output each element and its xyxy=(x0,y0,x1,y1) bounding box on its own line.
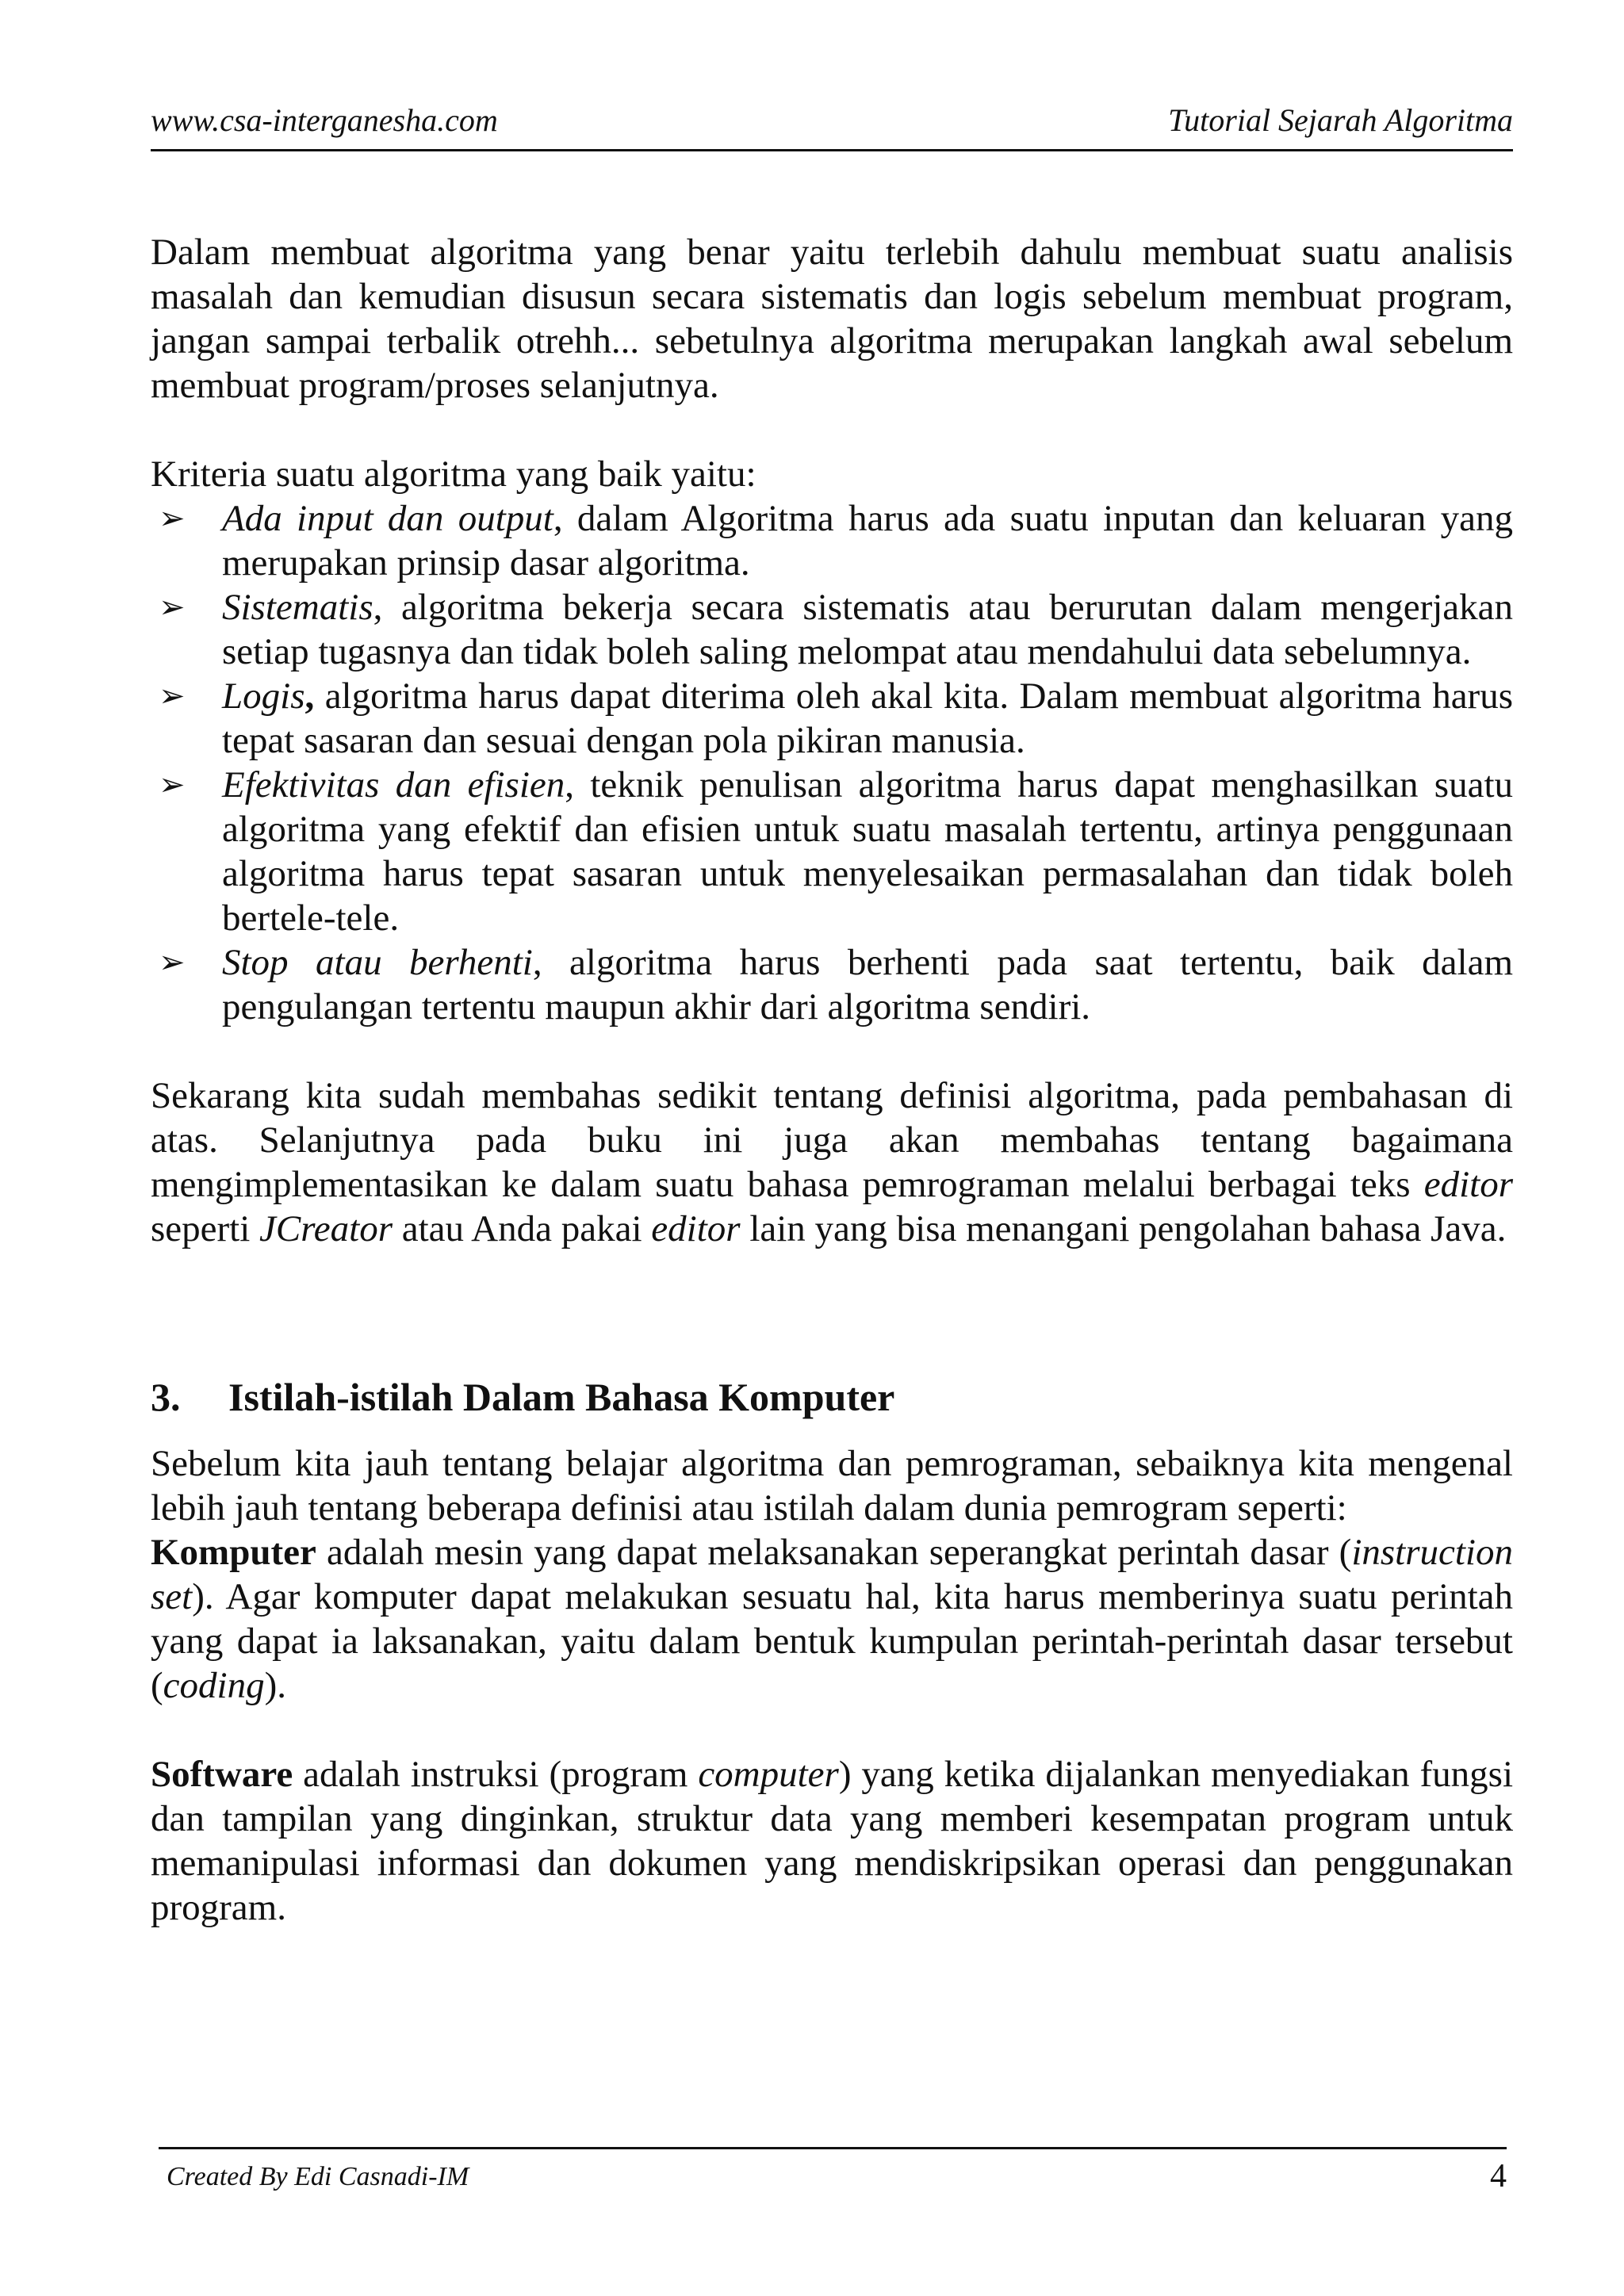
page-footer xyxy=(159,2147,1507,2195)
criteria-item-efektivitas xyxy=(151,763,1513,940)
text-run: seperti xyxy=(151,1208,260,1249)
arrow-bullet-icon: ➢ xyxy=(159,589,186,626)
emphasis-editor: editor xyxy=(651,1208,741,1249)
text-run: ) yang ketika dijalankan menyediakan fungsi dan tampilan yang dinginkan, struktur data yang memberi kesempatan program untuk memanipulasi informasi dan dokumen yang mendiskripsikan operasi dan penggunakan program. xyxy=(151,1754,1514,1928)
criteria-item-logis xyxy=(151,674,1513,763)
criteria-term: Stop atau berhenti xyxy=(222,942,533,983)
section-heading xyxy=(151,1373,1513,1421)
arrow-bullet-icon: ➢ xyxy=(159,678,186,714)
emphasis-coding: coding xyxy=(163,1665,265,1706)
criteria-description: teknik penulisan algoritma harus dapat menghasilkan suatu algoritma yang efektif dan efisien untuk suatu masalah tertentu, artinya penggunaan algoritma harus tepat sasaran untuk menyelesaikan permasalahan dan tidak boleh bertele-tele. xyxy=(222,764,1513,939)
arrow-bullet-icon: ➢ xyxy=(159,944,186,981)
text-run: adalah mesin yang dapat melaksanakan seperangkat perintah dasar ( xyxy=(316,1532,1352,1573)
emphasis-instruction-set: instruction set xyxy=(151,1532,1513,1617)
paragraph-implementation xyxy=(151,1073,1513,1251)
criteria-intro: Kriteria suatu algoritma yang baik yaitu: xyxy=(151,453,756,495)
paragraph-terms-intro: Sebelum kita jauh tentang belajar algoritma dan pemrograman, sebaiknya kita mengenal lebih jauh tentang beberapa definisi atau istilah dalam dunia pemrogram seperti: xyxy=(151,1443,1513,1529)
paragraph-algorithm-analysis: Dalam membuat algoritma yang benar yaitu terlebih dahulu membuat suatu analisis masalah dan kemudian disusun secara sistematis dan logis sebelum membuat program, jangan sampai terbalik otrehh... sebetulnya algoritma merupakan langkah awal sebelum membuat program/proses selanjutnya. xyxy=(151,232,1513,406)
criteria-list xyxy=(151,496,1513,1029)
footer-author: Created By Edi Casnadi-IM xyxy=(167,2162,469,2191)
header-document-title: Tutorial Sejarah Algoritma xyxy=(1168,102,1513,138)
criteria-term: Sistematis xyxy=(222,587,373,628)
definition-software xyxy=(151,1752,1513,1930)
criteria-separator: , xyxy=(532,942,542,983)
criteria-separator: , xyxy=(565,764,575,806)
criteria-term: Logis xyxy=(222,675,305,717)
criteria-term: Ada input dan output xyxy=(222,498,553,539)
text-run: Sekarang kita sudah membahas sedikit tentang definisi algoritma, pada pembahasan di atas. Selanjutnya pada buku ini juga akan membahas tentang bagaimana mengimplementasikan ke dalam suatu bahasa pemrograman melalui berbagai teks xyxy=(151,1075,1513,1205)
criteria-separator: , xyxy=(553,498,563,539)
arrow-bullet-icon: ➢ xyxy=(159,767,186,803)
criteria-item-stop xyxy=(151,940,1513,1029)
criteria-item-input-output xyxy=(151,496,1513,585)
arrow-bullet-icon: ➢ xyxy=(159,500,186,537)
section-title: Istilah-istilah Dalam Bahasa Komputer xyxy=(228,1375,895,1419)
criteria-item-sistematis xyxy=(151,585,1513,674)
page-header xyxy=(151,94,1513,151)
text-run: lain yang bisa menangani pengolahan bahasa Java. xyxy=(740,1208,1507,1249)
text-run: ). xyxy=(264,1665,286,1706)
emphasis-editor: editor xyxy=(1423,1164,1513,1205)
criteria-separator: , xyxy=(373,587,383,628)
criteria-separator: , xyxy=(304,675,315,717)
page-number: 4 xyxy=(1490,2158,1507,2195)
criteria-description: algoritma harus dapat diterima oleh akal kita. Dalam membuat algoritma harus tepat sasaran dan sesuai dengan pola pikiran manusia. xyxy=(222,675,1513,761)
text-run: adalah instruksi (program xyxy=(293,1754,699,1795)
emphasis-jcreator: JCreator xyxy=(259,1208,393,1249)
criteria-description: algoritma bekerja secara sistematis atau berurutan dalam mengerjakan setiap tugasnya dan tidak boleh saling melompat atau mendahului data sebelumnya. xyxy=(222,587,1513,672)
text-run: atau Anda pakai xyxy=(393,1208,652,1249)
emphasis-computer: computer xyxy=(698,1754,839,1795)
page-content xyxy=(151,230,1513,1930)
criteria-description: algoritma harus berhenti pada saat tertentu, baik dalam pengulangan tertentu maupun akhir dari algoritma sendiri. xyxy=(222,942,1513,1027)
criteria-description: dalam Algoritma harus ada suatu inputan dan keluaran yang merupakan prinsip dasar algoritma. xyxy=(222,498,1513,584)
text-run: ). Agar komputer dapat melakukan sesuatu hal, kita harus memberinya suatu perintah yang dapat ia laksanakan, yaitu dalam bentuk kumpulan perintah-perintah dasar tersebut ( xyxy=(151,1576,1513,1706)
definition-term: Software xyxy=(151,1754,293,1795)
definition-komputer xyxy=(151,1530,1513,1708)
section-number: 3. xyxy=(151,1375,181,1419)
header-site-url: www.csa-interganesha.com xyxy=(151,102,498,138)
criteria-term: Efektivitas dan efisien xyxy=(222,764,565,806)
definition-term: Komputer xyxy=(151,1532,316,1573)
